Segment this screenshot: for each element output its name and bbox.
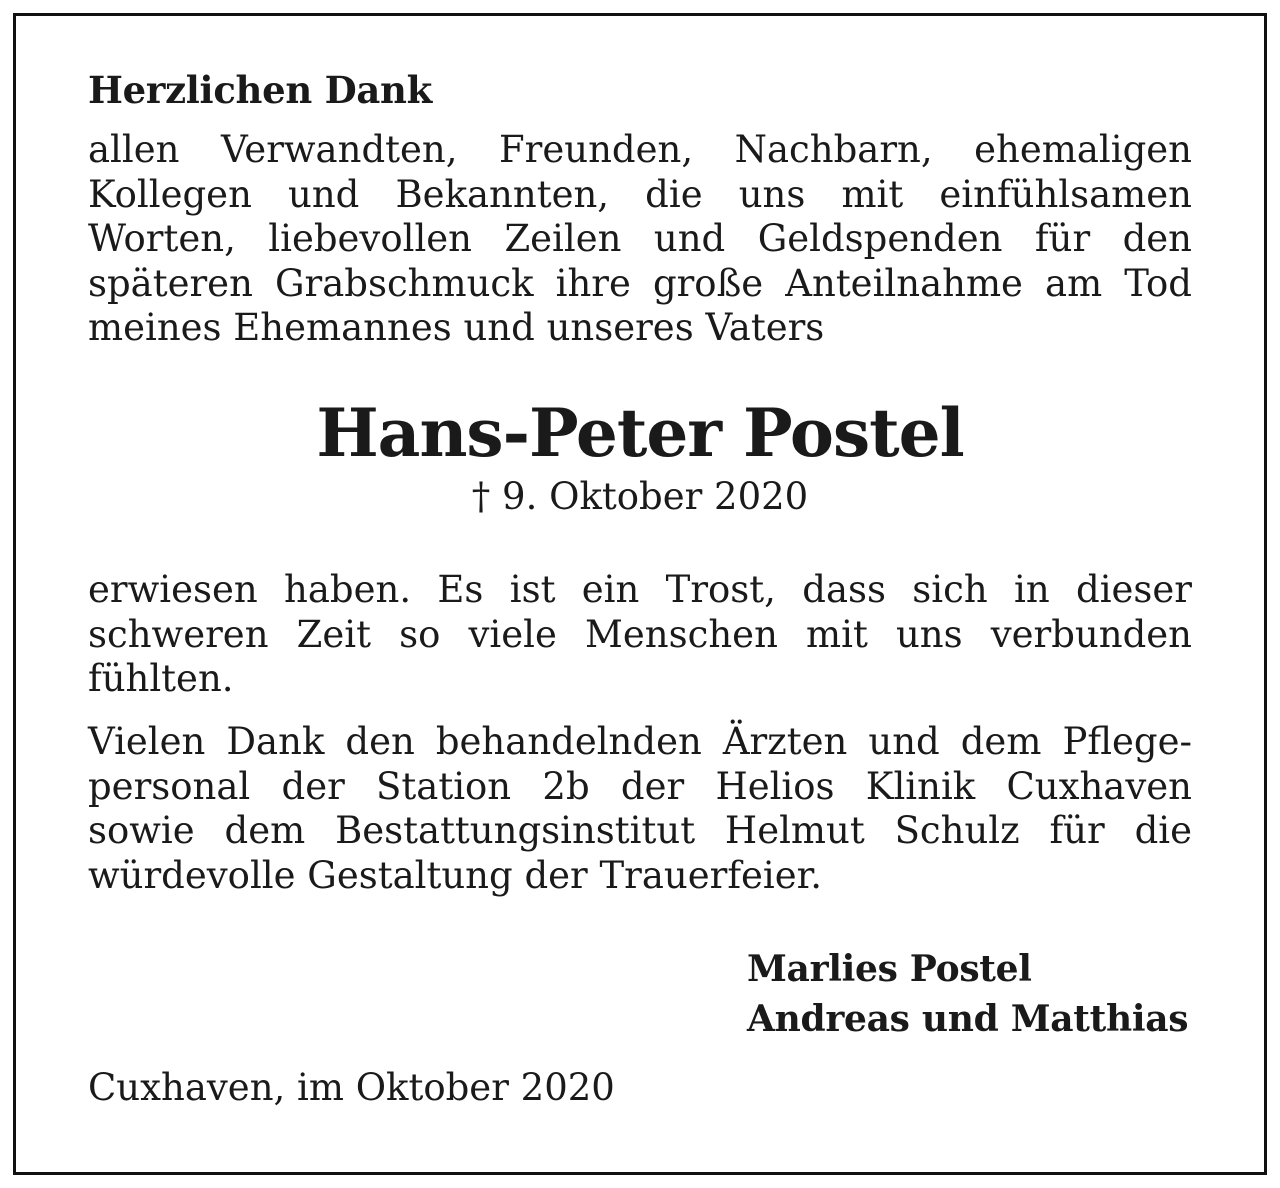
continuation-line: schweren Zeit so viele Menschen mit uns verbunden — [88, 612, 1192, 656]
continuation-line: erwiesen haben. Es ist ein Trost, dass sich in dieser — [88, 568, 1192, 611]
intro-line: späteren Grabschmuck ihre große Anteilnahme am Tod — [88, 261, 1192, 305]
intro-line: allen Verwandten, Freunden, Nachbarn, ehemaligen — [88, 128, 1192, 171]
thanks-line: personal der Station 2b der Helios Klinik Cuxhaven — [88, 764, 1192, 808]
intro-line: meines Ehemannes und unseres Vaters — [88, 306, 825, 349]
thanks-paragraph — [88, 720, 1192, 898]
intro-line: Worten, liebevollen Zeilen und Geldspenden für den — [88, 217, 1192, 260]
thanks-line: Vielen Dank den behandelnden Ärzten und dem Pflege- — [88, 720, 1192, 763]
intro-paragraph — [88, 128, 1192, 351]
thanks-line: sowie dem Bestattungsinstitut Helmut Schulz für die — [88, 809, 1192, 852]
signer-name: Andreas und Matthias — [747, 998, 1189, 1040]
notice-heading: Herzlichen Dank — [88, 68, 432, 112]
deceased-name: Hans-Peter Postel — [316, 394, 964, 472]
intro-line: Kollegen und Bekannten, die uns mit einfühlsamen — [88, 172, 1192, 216]
thanks-line: würdevolle Gestaltung der Trauerfeier. — [88, 853, 823, 897]
signer-name: Marlies Postel — [747, 948, 1032, 990]
place-and-date: Cuxhaven, im Oktober 2020 — [88, 1066, 615, 1109]
continuation-paragraph — [88, 568, 1192, 702]
continuation-line: fühlten. — [88, 657, 234, 700]
death-date: † 9. Oktober 2020 — [471, 475, 809, 518]
signers-block — [747, 944, 1188, 1044]
